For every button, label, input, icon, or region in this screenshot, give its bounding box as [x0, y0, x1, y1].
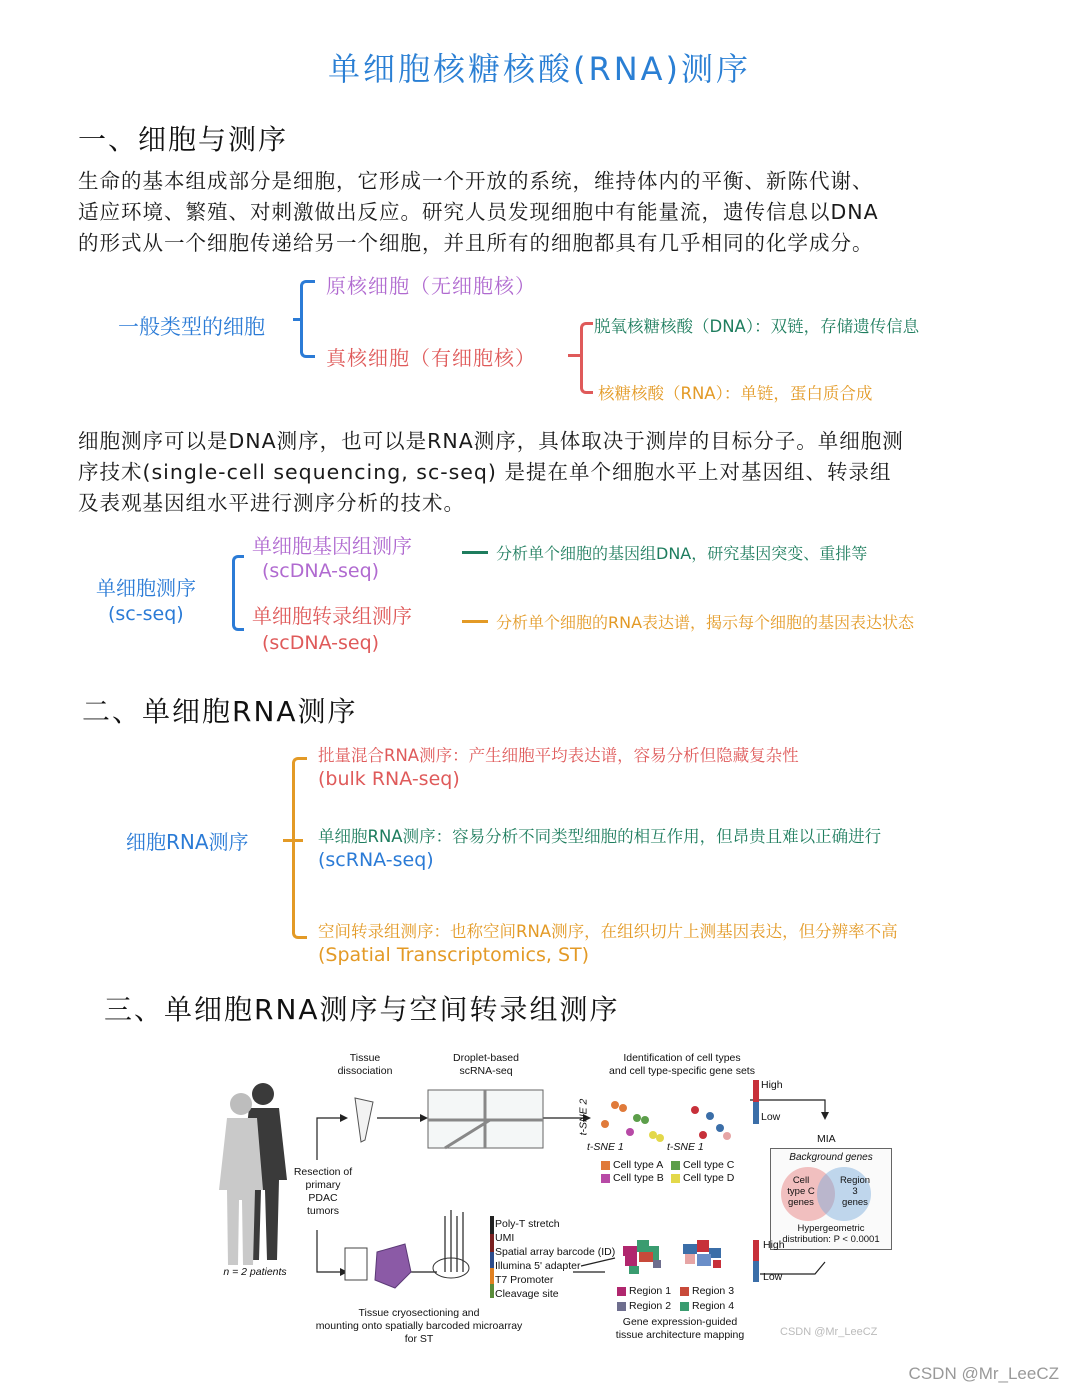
- para-line: 序技术(single-cell sequencing, sc-seq) 是提在单个细胞水平上对基因组、转录组: [78, 460, 892, 484]
- resection-label: Resection of primary PDAC tumors: [293, 1166, 353, 1217]
- venn-left-label: Cell type C genes: [787, 1175, 815, 1208]
- tsne2-label: t-SNE 2: [577, 1098, 590, 1136]
- legend-text: Region 2: [629, 1300, 672, 1312]
- legend-region-3: [680, 1284, 734, 1298]
- section2-heading: 二、单细胞RNA测序: [82, 695, 358, 728]
- workflow-figure: [205, 1040, 905, 1360]
- st-component-3: Spatial array barcode (ID): [495, 1246, 616, 1258]
- legend-cell-type-a: [601, 1158, 663, 1172]
- legend-text: Region 3: [692, 1285, 735, 1297]
- st-component-6: Cleavage site: [495, 1288, 559, 1300]
- section1-paragraph: [78, 166, 1038, 259]
- tree2-branch1: 单细胞基因组测序: [252, 534, 412, 558]
- tree1-sub-bracket: [580, 322, 593, 394]
- section2-item1-abbr: (bulk RNA-seq): [318, 768, 460, 790]
- section2-item3: 空间转录组测序：也称空间RNA测序，在组织切片上测基因表达，但分辨率不高: [318, 922, 898, 941]
- tree2-branch1-abbr: (scDNA-seq): [262, 560, 380, 582]
- high-label-2: High: [763, 1239, 785, 1251]
- cryo-label: Tissue cryosectioning and mounting onto spatially barcoded microarray for ST: [315, 1307, 523, 1345]
- tree2-bracket: [232, 555, 244, 631]
- legend-region-4: [680, 1299, 734, 1313]
- venn-diagram-box: [770, 1148, 892, 1250]
- tree2-root: 单细胞测序: [96, 576, 196, 600]
- tree1-sub-tick: [568, 354, 580, 357]
- legend-text: Cell type A: [613, 1159, 664, 1171]
- page-title: 单细胞核糖核酸(RNA)测序: [327, 50, 752, 88]
- swatch: [601, 1174, 610, 1183]
- legend-region-1: [617, 1284, 671, 1298]
- droplet-label: Droplet-based scRNA-seq: [453, 1052, 519, 1077]
- background-genes-label: Background genes: [789, 1152, 873, 1163]
- low-label-2: Low: [763, 1271, 783, 1283]
- swatch: [671, 1161, 680, 1170]
- tree1-dna: 脱氧核糖核酸（DNA）：双链，存储遗传信息: [594, 317, 920, 336]
- tree2-branch2: 单细胞转录组测序: [252, 604, 412, 628]
- tree1-eukaryote: 真核细胞（有细胞核）: [326, 346, 536, 370]
- legend-text: Region 4: [692, 1300, 735, 1312]
- tsne1-label-2: t-SNE 1: [667, 1141, 704, 1153]
- swatch: [601, 1161, 610, 1170]
- legend-text: Cell type B: [613, 1172, 664, 1184]
- tsne1-label: t-SNE 1: [587, 1141, 624, 1153]
- page-watermark: CSDN @Mr_LeeCZ: [908, 1364, 1059, 1383]
- tree1-rna: 核糖核酸（RNA）：单链，蛋白质合成: [598, 384, 873, 403]
- section2-item2-abbr: (scRNA-seq): [318, 849, 434, 871]
- st-component-4: Illumina 5' adapter: [495, 1260, 581, 1272]
- section2-item3-abbr: (Spatial Transcriptomics, ST): [318, 944, 590, 966]
- hypergeometric-label: Hypergeometric distribution: P < 0.0001: [782, 1223, 880, 1245]
- tree2-branch2-abbr: (scDNA-seq): [262, 632, 380, 654]
- legend-text: Cell type D: [683, 1172, 735, 1184]
- tree1-prokaryote: 原核细胞（无细胞核）: [326, 274, 536, 298]
- legend-cell-type-c: [671, 1158, 734, 1172]
- figure-watermark: CSDN @Mr_LeeCZ: [780, 1326, 878, 1338]
- low-label: Low: [761, 1111, 781, 1123]
- tissue-dissociation-label: Tissue dissociation: [337, 1052, 393, 1077]
- section2-tick: [283, 839, 303, 842]
- identification-label: Identification of cell types and cell type-specific gene sets: [609, 1052, 755, 1077]
- swatch: [671, 1174, 680, 1183]
- st-component-1: Poly-T stretch: [495, 1218, 560, 1230]
- tree2-root-abbr: (sc-seq): [108, 603, 184, 625]
- tree2-branch1-line: [462, 551, 488, 554]
- mia-label: MIA: [817, 1133, 836, 1145]
- venn-right-label: Region 3 genes: [839, 1175, 871, 1208]
- st-component-5: T7 Promoter: [495, 1274, 554, 1286]
- tree2-branch2-desc: 分析单个细胞的RNA表达谱，揭示每个细胞的基因表达状态: [496, 613, 915, 632]
- swatch: [680, 1302, 689, 1311]
- legend-text: Cell type C: [683, 1159, 735, 1171]
- mapping-label: Gene expression-guided tissue architecture mapping: [615, 1316, 745, 1341]
- patients-label: n = 2 patients: [223, 1266, 287, 1278]
- section1-paragraph2: [78, 426, 1038, 519]
- tree2-branch2-line: [462, 620, 488, 623]
- high-label: High: [761, 1079, 783, 1091]
- legend-cell-type-d: [671, 1171, 734, 1185]
- st-component-2: UMI: [495, 1232, 515, 1244]
- section2-root: 细胞RNA测序: [126, 830, 249, 854]
- para-line: 的形式从一个细胞传递给另一个细胞，并且所有的细胞都具有几乎相同的化学成分。: [78, 231, 874, 255]
- para-line: 及表观基因组水平进行测序分析的技术。: [78, 491, 465, 515]
- swatch: [617, 1302, 626, 1311]
- para-line: 生命的基本组成部分是细胞，它形成一个开放的系统，维持体内的平衡、新陈代谢、: [78, 169, 874, 193]
- legend-cell-type-b: [601, 1171, 664, 1185]
- tree1-root: 一般类型的细胞: [118, 315, 265, 339]
- section3-heading: 三、单细胞RNA测序与空间转录组测序: [104, 993, 620, 1026]
- section2-item2: 单细胞RNA测序：容易分析不同类型细胞的相互作用，但昂贵且难以正确进行: [318, 827, 882, 846]
- section1-heading: 一、细胞与测序: [78, 123, 289, 156]
- tree2-branch1-desc: 分析单个细胞的基因组DNA，研究基因突变、重排等: [496, 544, 868, 563]
- swatch: [617, 1287, 626, 1296]
- section2-bracket: [292, 757, 307, 939]
- tree1-tick: [293, 318, 301, 321]
- swatch: [680, 1287, 689, 1296]
- para-line: 适应环境、繁殖、对刺激做出反应。研究人员发现细胞中有能量流，遗传信息以DNA: [78, 200, 879, 224]
- section2-item1: 批量混合RNA测序：产生细胞平均表达谱，容易分析但隐藏复杂性: [318, 746, 799, 765]
- legend-text: Region 1: [629, 1285, 672, 1297]
- legend-region-2: [617, 1299, 671, 1313]
- tree1-bracket: [300, 280, 315, 358]
- para-line: 细胞测序可以是DNA测序，也可以是RNA测序，具体取决于测岸的目标分子。单细胞测: [78, 429, 904, 453]
